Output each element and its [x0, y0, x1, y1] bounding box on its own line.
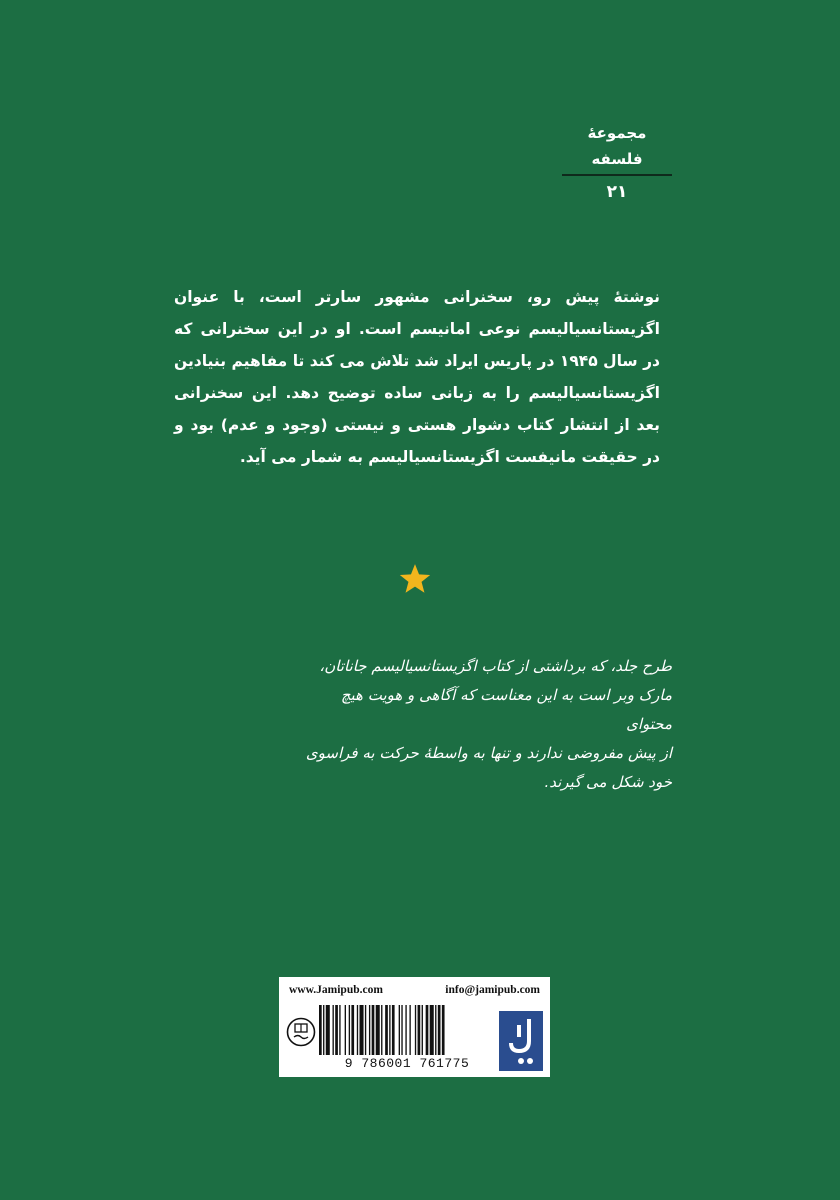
isbn-number: 9 786001 761775	[344, 1056, 470, 1071]
cover-note-line: از پیش مفروضی ندارند و تنها به واسطهٔ حرکت به فراسوی	[305, 744, 672, 762]
cover-note	[304, 652, 672, 797]
isbn-barcode	[317, 1005, 497, 1073]
publisher-seal-icon	[286, 1017, 316, 1047]
barcode-bars	[317, 1005, 497, 1055]
email-text: info@jamipub.com	[445, 984, 540, 996]
contact-row	[289, 984, 540, 996]
star-icon	[398, 563, 432, 595]
cover-note-line: مارک وبر است به این معناست که آگاهی و هویت هیچ محتوای	[340, 686, 672, 733]
cover-note-line: خود شکل می گیرند.	[544, 773, 672, 791]
series-block	[562, 120, 672, 204]
cover-note-line: طرح جلد، که برداشتی از کتاب اگزیستانسیالیسم جاناتان،	[319, 657, 672, 675]
jami-logo-icon	[499, 1011, 543, 1071]
publisher-info-box	[279, 977, 550, 1077]
series-number: ۲۱	[606, 182, 628, 202]
website-text: www.Jamipub.com	[289, 984, 383, 996]
series-title: مجموعهٔ فلسفه	[587, 124, 647, 168]
blurb-paragraph: نوشتهٔ پیش رو، سخنرانی مشهور سارتر است، با عنوان اگزیستانسیالیسم نوعی امانیسم است. او در این سخنرانی که در سال ۱۹۴۵ در پاریس ایراد شد تلاش می کند تا مفاهیم بنیادین اگزیستانسیالیسم را به زبانی ساده توضیح دهد. این سخنرانی بعد از انتشار کتاب دشوار هستی و نیستی (وجود و عدم) بود و در حقیقت مانیفست اگزیستانسیالیسم به شمار می آید.	[174, 288, 660, 466]
series-divider	[562, 174, 672, 176]
